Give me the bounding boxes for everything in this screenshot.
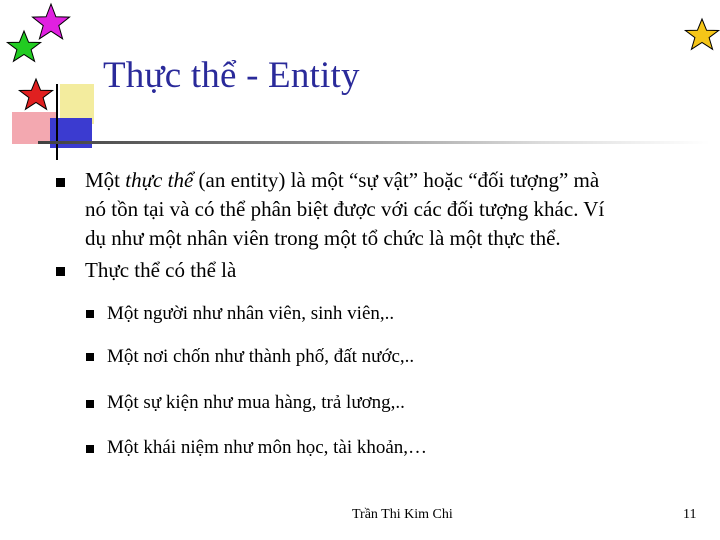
sub-item: Một nơi chốn như thành phố, đất nước,.. xyxy=(107,346,415,367)
bullet-icon xyxy=(56,267,65,276)
footer-author: Trần Thi Kim Chi xyxy=(352,507,453,522)
bullet-1-line-1 xyxy=(85,166,685,195)
sub-bullet-icon xyxy=(86,353,94,361)
bullet-1-rest: (an entity) là một “sự vật” hoặc “đối tượng” mà xyxy=(193,168,600,192)
bullet-1-emphasis: thực thể xyxy=(125,168,194,192)
sub-item: Một sự kiện như mua hàng, trả lương,.. xyxy=(107,392,405,413)
bullet-1-prefix: Một xyxy=(85,168,126,192)
sub-bullet-icon xyxy=(86,310,94,318)
bullet-1-text xyxy=(85,166,685,253)
sub-bullet-icon xyxy=(86,445,94,453)
bullet-2-text: Thực thể có thể là xyxy=(85,258,237,282)
star-green-icon xyxy=(7,31,40,61)
star-magenta-icon xyxy=(33,4,70,39)
sub-item: Một khái niệm như môn học, tài khoản,… xyxy=(107,437,428,458)
sub-item: Một người như nhân viên, sinh viên,.. xyxy=(107,303,395,324)
page-number: 11 xyxy=(683,507,697,522)
star-red-icon xyxy=(19,79,52,109)
bullet-1-line-3: dụ như một nhân viên trong một tổ chức là một thực thể. xyxy=(85,226,561,250)
sub-bullet-icon xyxy=(86,400,94,408)
star-yellow-icon xyxy=(685,19,718,49)
bullet-1-line-2: nó tồn tại và có thể phân biệt được với các đối tượng khác. Ví xyxy=(85,197,605,221)
title-underline xyxy=(38,141,710,144)
slide-title: Thực thể - Entity xyxy=(103,55,360,96)
bullet-icon xyxy=(56,178,65,187)
